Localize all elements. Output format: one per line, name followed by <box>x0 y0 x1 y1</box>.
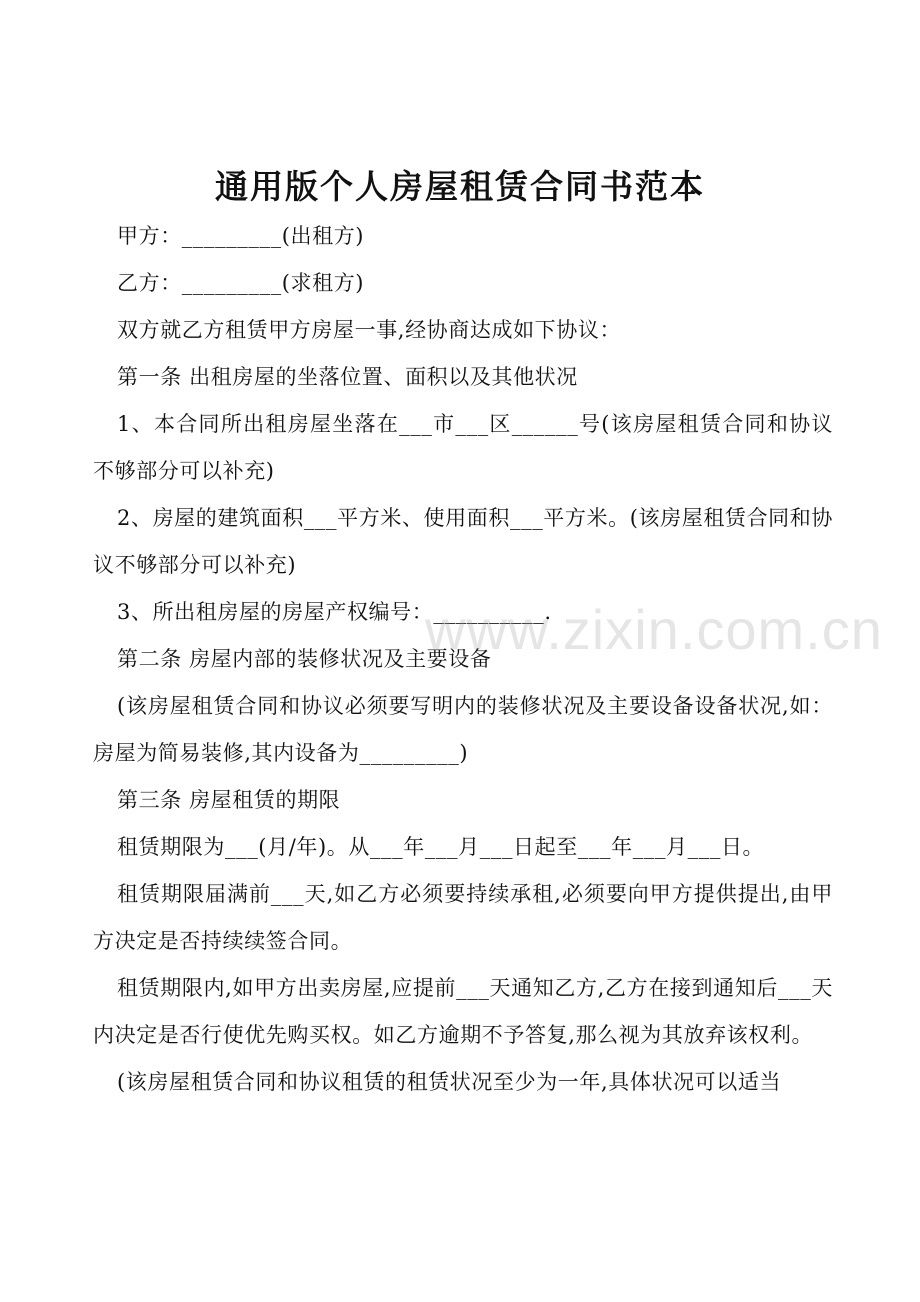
article-1-item-1: 1、本合同所出租房屋坐落在___市___区______号(该房屋租赁合同和协议不够部分可以补充) <box>93 412 833 483</box>
article-3-heading: 第三条 房屋租赁的期限 <box>117 788 341 812</box>
article-1-heading: 第一条 出租房屋的坐落位置、面积以及其他状况 <box>117 365 578 389</box>
lease-renewal-paragraph: 租赁期限届满前___天,如乙方必须要持续承租,必须要向甲方提供提出,由甲方决定是否持续续签合同。 <box>93 882 833 953</box>
agreement-intro: 双方就乙方租赁甲方房屋一事,经协商达成如下协议： <box>117 318 622 342</box>
document-title: 通用版个人房屋租赁合同书范本 <box>215 167 705 206</box>
article-1-item-2: 2、房屋的建筑面积___平方米、使用面积___平方米。(该房屋租赁合同和协议不够部分可以补充) <box>93 506 833 577</box>
lease-duration-note: (该房屋租赁合同和协议租赁的租赁状况至少为一年,具体状况可以适当 <box>117 1070 782 1094</box>
document-body <box>93 213 833 1106</box>
article-2-heading: 第二条 房屋内部的装修状况及主要设备 <box>117 647 492 671</box>
article-2-note: (该房屋租赁合同和协议必须要写明内的装修状况及主要设备设备状况,如：房屋为简易装修,其内设备为_________) <box>93 694 833 765</box>
watermark: www.zixin.com.cn <box>425 598 883 661</box>
article-1-item-3: 3、所出租房屋的房屋产权编号：__________. <box>117 600 552 624</box>
party-a-line: 甲方：_________(出租方) <box>117 224 365 248</box>
party-b-line: 乙方：_________(求租方) <box>117 271 365 295</box>
preemption-right-paragraph: 租赁期限内,如甲方出卖房屋,应提前___天通知乙方,乙方在接到通知后___天内决定是否行使优先购买权。如乙方逾期不予答复,那么视为其放弃该权利。 <box>93 976 833 1047</box>
lease-term-line: 租赁期限为___(月/年)。从___年___月___日起至___年___月___日。 <box>117 835 765 859</box>
